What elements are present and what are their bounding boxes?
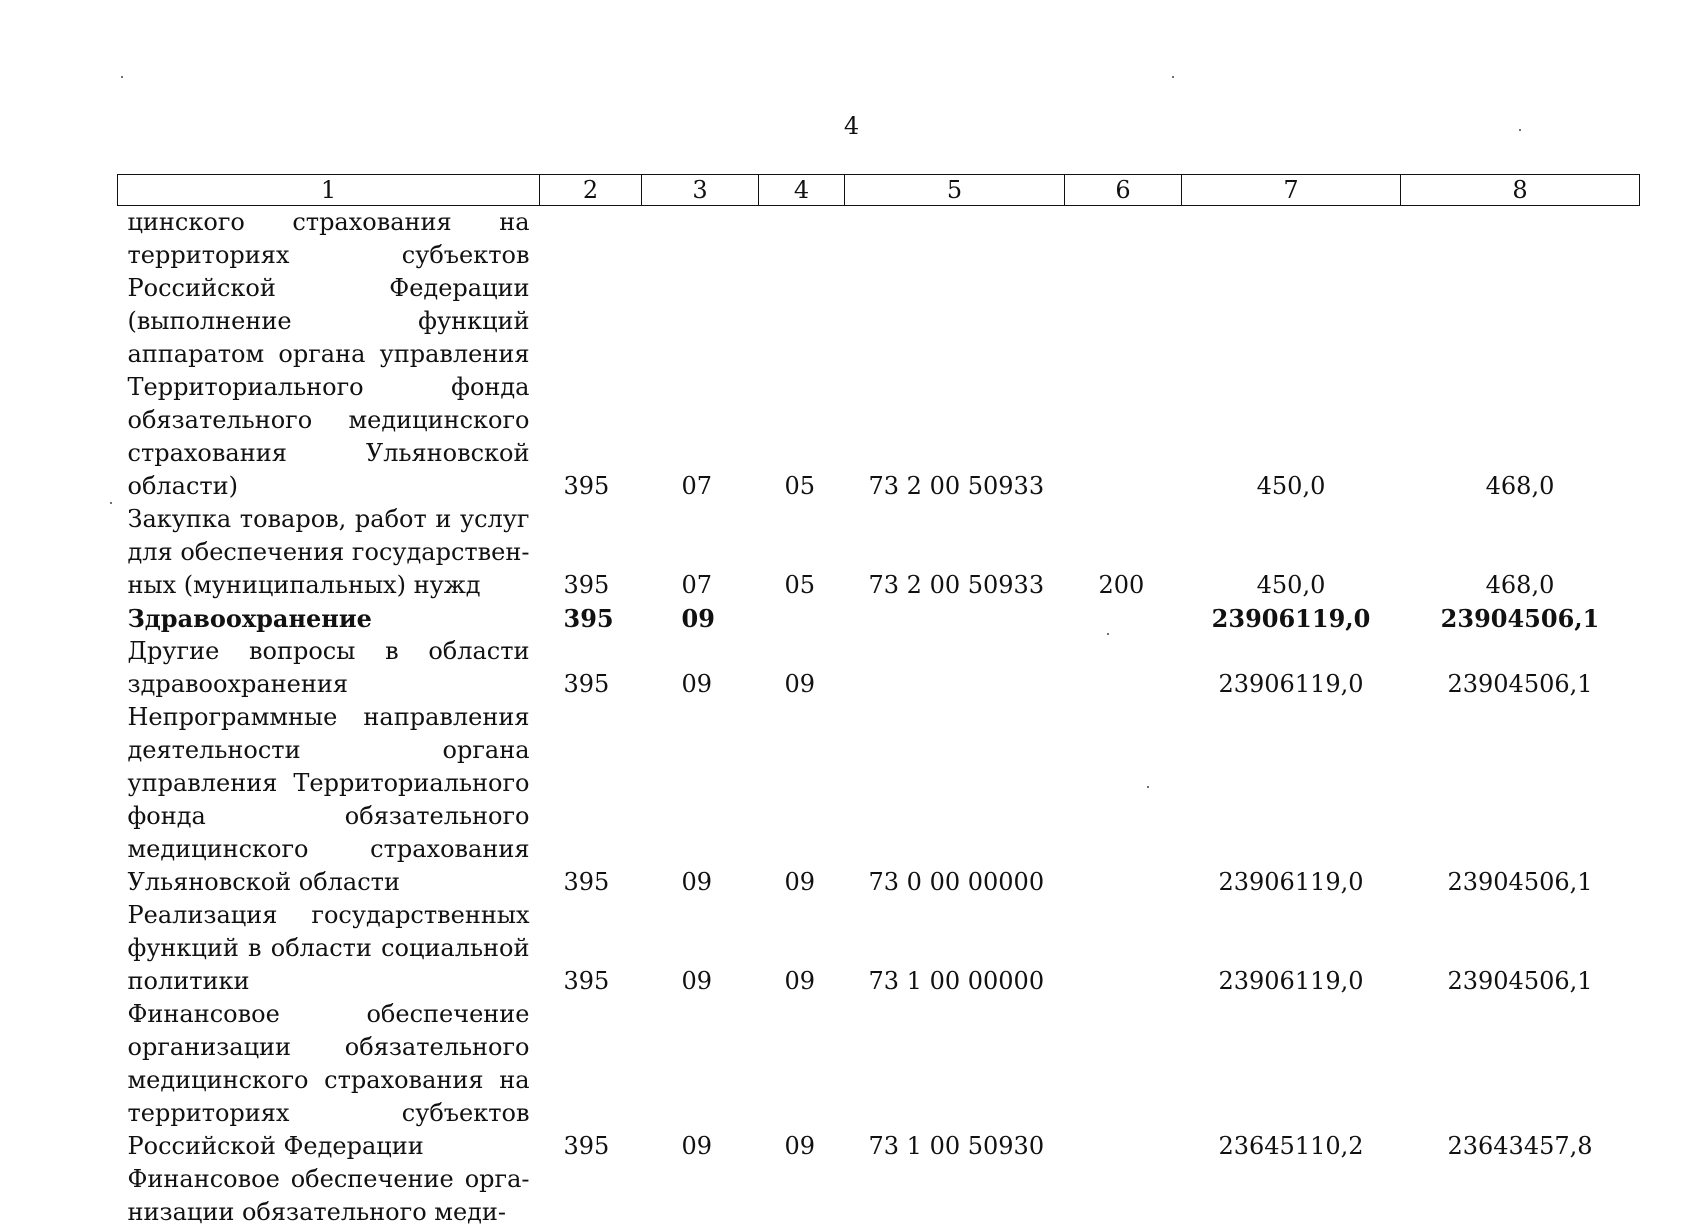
table-body — [118, 206, 1640, 1229]
cell-col-6 — [1065, 1163, 1182, 1229]
cell-col-4 — [759, 1163, 845, 1229]
cell-col-5 — [845, 635, 1065, 701]
cell-col-3: 09 — [642, 602, 759, 635]
table-row — [118, 206, 1640, 504]
cell-col-6: 200 — [1065, 503, 1182, 602]
cell-col-8: 23904506,1 — [1401, 899, 1640, 998]
cell-col-7: 23906119,0 — [1182, 701, 1401, 899]
cell-col-6 — [1065, 206, 1182, 504]
cell-col-8: 468,0 — [1401, 503, 1640, 602]
cell-col-3: 07 — [642, 206, 759, 504]
cell-col-7: 23645110,2 — [1182, 998, 1401, 1163]
table-row — [118, 503, 1640, 602]
column-header-8: 8 — [1401, 175, 1640, 206]
cell-col-4: 05 — [759, 206, 845, 504]
cell-col-8 — [1401, 1163, 1640, 1229]
row-name: Другие вопросы в области здравоохранения — [118, 635, 540, 701]
cell-col-3: 07 — [642, 503, 759, 602]
cell-col-2: 395 — [540, 635, 642, 701]
cell-col-4: 09 — [759, 635, 845, 701]
cell-col-2: 395 — [540, 998, 642, 1163]
cell-col-3: 09 — [642, 635, 759, 701]
cell-col-2: 395 — [540, 503, 642, 602]
cell-col-6 — [1065, 635, 1182, 701]
column-header-4: 4 — [759, 175, 845, 206]
cell-col-5 — [845, 602, 1065, 635]
cell-col-6 — [1065, 602, 1182, 635]
row-name: Закупка товаров, работ и услуг для обеспечения государственных (муниципальных) нужд — [118, 503, 540, 602]
cell-col-7: 450,0 — [1182, 503, 1401, 602]
cell-col-5: 73 1 00 00000 — [845, 899, 1065, 998]
cell-col-5 — [845, 1163, 1065, 1229]
cell-col-5: 73 0 00 00000 — [845, 701, 1065, 899]
column-header-3: 3 — [642, 175, 759, 206]
row-name: Финансовое обеспечение организации обязательного медицинского страхования на территориях субъектов Российской Федерации — [118, 998, 540, 1163]
column-header-6: 6 — [1065, 175, 1182, 206]
cell-col-2: 395 — [540, 602, 642, 635]
cell-col-3: 09 — [642, 998, 759, 1163]
column-header-5: 5 — [845, 175, 1065, 206]
cell-col-4 — [759, 602, 845, 635]
row-name: Финансовое обеспечение организации обязательного меди- — [118, 1163, 540, 1229]
cell-col-6 — [1065, 899, 1182, 998]
row-name: Здравоохранение — [118, 602, 540, 635]
column-header-2: 2 — [540, 175, 642, 206]
table-row — [118, 602, 1640, 635]
cell-col-4: 09 — [759, 701, 845, 899]
cell-col-6 — [1065, 998, 1182, 1163]
cell-col-4: 05 — [759, 503, 845, 602]
cell-col-3: 09 — [642, 899, 759, 998]
cell-col-2: 395 — [540, 206, 642, 504]
cell-col-8: 23904506,1 — [1401, 602, 1640, 635]
cell-col-2: 395 — [540, 701, 642, 899]
cell-col-5: 73 2 00 50933 — [845, 206, 1065, 504]
table-row — [118, 701, 1640, 899]
scan-speck — [110, 502, 112, 504]
column-header-1: 1 — [118, 175, 540, 206]
cell-col-7: 23906119,0 — [1182, 635, 1401, 701]
column-header-7: 7 — [1182, 175, 1401, 206]
cell-col-2: 395 — [540, 899, 642, 998]
cell-col-3 — [642, 1163, 759, 1229]
table-header-row — [118, 175, 1640, 206]
table-row — [118, 1163, 1640, 1229]
cell-col-4: 09 — [759, 899, 845, 998]
cell-col-7: 23906119,0 — [1182, 899, 1401, 998]
cell-col-8: 23904506,1 — [1401, 701, 1640, 899]
page-number: 4 — [0, 112, 1703, 140]
cell-col-3: 09 — [642, 701, 759, 899]
cell-col-4: 09 — [759, 998, 845, 1163]
cell-col-7 — [1182, 1163, 1401, 1229]
scan-speck — [1519, 129, 1521, 131]
budget-table — [117, 174, 1640, 1229]
scan-speck — [121, 76, 123, 78]
cell-col-2 — [540, 1163, 642, 1229]
row-name: Реализация государственных функций в области социальной политики — [118, 899, 540, 998]
table-row — [118, 899, 1640, 998]
cell-col-6 — [1065, 701, 1182, 899]
cell-col-7: 23906119,0 — [1182, 602, 1401, 635]
row-name: цинского страхования на территориях субъектов Российской Федерации (выполнение функций аппаратом органа управления Территориального фонда обязательного медицинского страхования Ульяновской области) — [118, 206, 540, 504]
table-row — [118, 998, 1640, 1163]
cell-col-8: 468,0 — [1401, 206, 1640, 504]
cell-col-5: 73 2 00 50933 — [845, 503, 1065, 602]
table-row — [118, 635, 1640, 701]
row-name: Непрограммные направления деятельности органа управления Территориального фонда обязательного медицинского страхования Ульяновской области — [118, 701, 540, 899]
cell-col-8: 23643457,8 — [1401, 998, 1640, 1163]
scan-speck — [1172, 76, 1174, 78]
cell-col-5: 73 1 00 50930 — [845, 998, 1065, 1163]
cell-col-8: 23904506,1 — [1401, 635, 1640, 701]
cell-col-7: 450,0 — [1182, 206, 1401, 504]
